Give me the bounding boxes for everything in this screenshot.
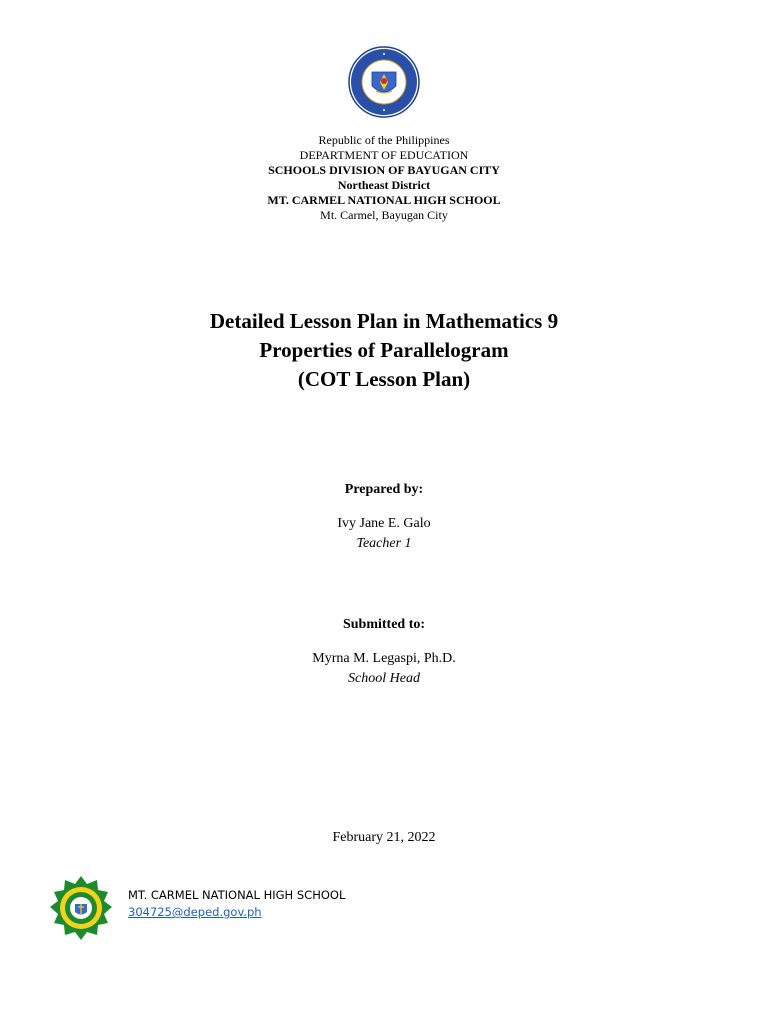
submittee-name: Myrna M. Legaspi, Ph.D. bbox=[312, 651, 456, 666]
division-line: SCHOOLS DIVISION OF BAYUGAN CITY bbox=[268, 163, 500, 177]
footer-email-link[interactable]: 304725@deped.gov.ph bbox=[128, 905, 262, 919]
preparer-position: Teacher 1 bbox=[356, 536, 412, 551]
address-line: Mt. Carmel, Bayugan City bbox=[320, 208, 448, 222]
prepared-by-label: Prepared by: bbox=[344, 482, 424, 497]
preparer-name: Ivy Jane E. Galo bbox=[337, 516, 431, 531]
school-logo-icon bbox=[48, 876, 114, 942]
footer-school-name: MT. CARMEL NATIONAL HIGH SCHOOL bbox=[128, 888, 346, 902]
submitted-to-section bbox=[0, 615, 768, 689]
deped-seal-icon bbox=[348, 46, 420, 118]
title-line-3: (COT Lesson Plan) bbox=[297, 367, 471, 391]
letterhead bbox=[0, 133, 768, 223]
document-title bbox=[0, 307, 768, 394]
document-date: February 21, 2022 bbox=[332, 830, 436, 845]
submittee-position: School Head bbox=[348, 671, 420, 686]
school-line: MT. CARMEL NATIONAL HIGH SCHOOL bbox=[267, 193, 501, 207]
prepared-by-section bbox=[0, 480, 768, 554]
district-line: Northeast District bbox=[337, 178, 431, 192]
department-line: DEPARTMENT OF EDUCATION bbox=[299, 148, 469, 162]
submitted-to-label: Submitted to: bbox=[342, 617, 426, 632]
title-line-2: Properties of Parallelogram bbox=[259, 338, 509, 362]
title-line-1: Detailed Lesson Plan in Mathematics 9 bbox=[209, 309, 559, 333]
footer-contact bbox=[128, 887, 345, 921]
republic-line: Republic of the Philippines bbox=[318, 133, 450, 147]
